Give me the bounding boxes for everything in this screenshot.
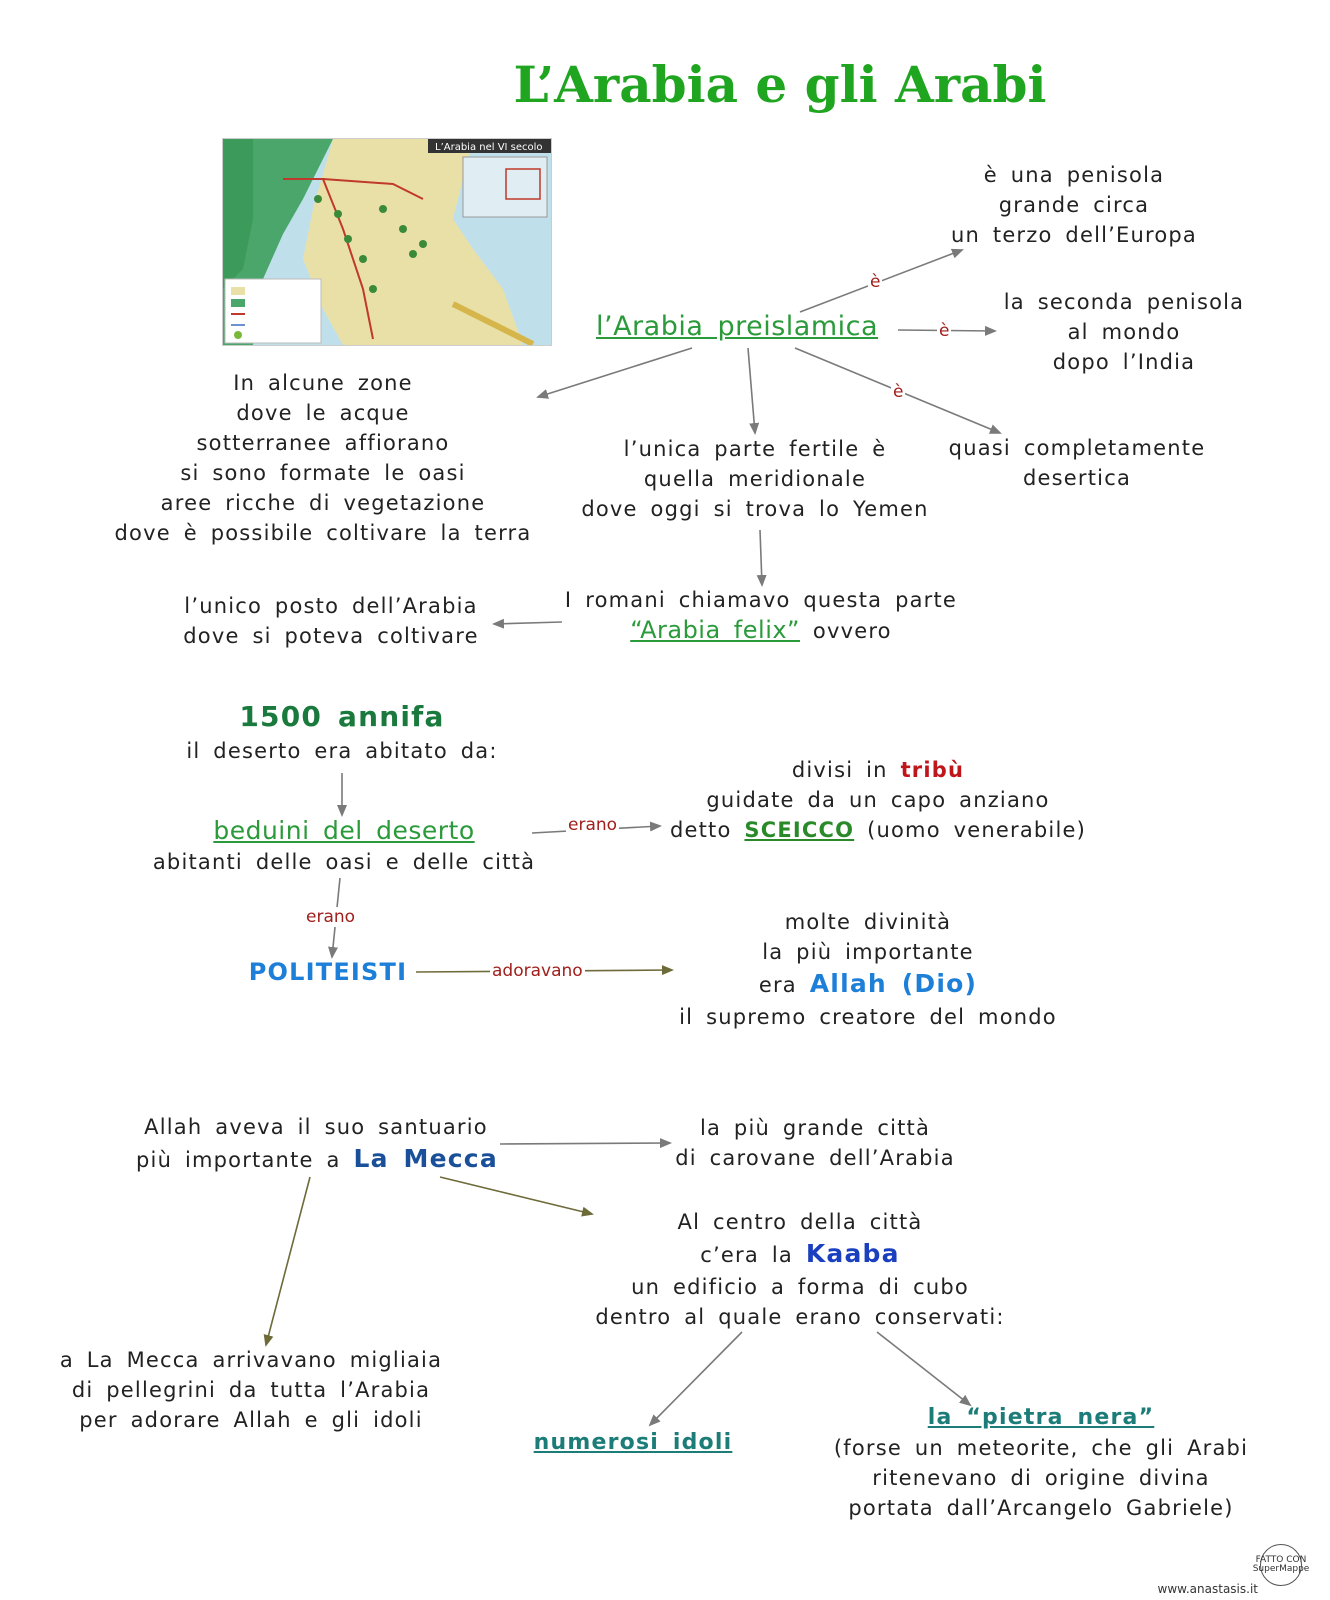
- pietra-nera-text: la “pietra nera”: [927, 1405, 1155, 1430]
- link-romani-unico: [494, 622, 562, 624]
- anni-fa-text: 1500 annifa: [239, 700, 445, 733]
- text-line: di carovane dell’Arabia: [675, 1146, 955, 1170]
- label-erano-1: erano: [568, 815, 618, 835]
- text-line: [590, 1237, 1010, 1272]
- text-line: ritenevano di origine divina: [872, 1466, 1210, 1490]
- node-desertica: [942, 433, 1212, 493]
- text-line: è una penisola: [983, 163, 1165, 187]
- cera-la-text: c’era la: [700, 1243, 793, 1267]
- text-line: il deserto era abitato da:: [186, 739, 498, 763]
- text-line: al mondo: [1067, 320, 1181, 344]
- text-line: l’unica parte fertile è: [623, 437, 887, 461]
- arabia-preislamica-text: l’Arabia preislamica: [596, 311, 879, 342]
- text-line: la più importante: [762, 940, 974, 964]
- label-e-2: è: [939, 321, 950, 341]
- beduini-text: beduini del deserto: [213, 816, 475, 845]
- text-line: guidate da un capo anziano: [706, 788, 1050, 812]
- node-divinita: [668, 907, 1068, 1032]
- label-erano-2: erano: [306, 907, 356, 927]
- node-beduini: [140, 815, 548, 877]
- link-preislamica-oasi: [538, 348, 692, 397]
- divisi-text: divisi in: [791, 758, 888, 782]
- uomo-venerabile-text: (uomo venerabile): [867, 818, 1087, 842]
- node-politeisti: [236, 957, 420, 988]
- text-line: molte divinità: [784, 910, 952, 934]
- piu-importante-text: più importante a: [136, 1148, 341, 1172]
- node-kaaba: [590, 1207, 1010, 1332]
- ovvero-text: ovvero: [812, 619, 892, 643]
- allah-text: Allah (Dio): [809, 969, 978, 998]
- label-e-3: è: [893, 382, 904, 402]
- node-seconda-penisola: [995, 287, 1253, 377]
- text-line: portata dall’Arcangelo Gabriele): [848, 1496, 1234, 1520]
- node-santuario: [136, 1112, 496, 1177]
- text-line: a La Mecca arrivavano migliaia: [59, 1348, 443, 1372]
- text-line: un edificio a forma di cubo: [631, 1275, 969, 1299]
- arabia-felix-text: “Arabia felix”: [630, 616, 800, 644]
- text-line: il supremo creatore del mondo: [679, 1005, 1057, 1029]
- la-mecca-text: La Mecca: [353, 1144, 498, 1173]
- badge-text: FATTO CON SuperMappe: [1252, 1555, 1310, 1574]
- link-mecca-citta: [500, 1143, 670, 1144]
- text-line: l’unico posto dell’Arabia: [184, 594, 478, 618]
- node-grande-citta: [670, 1113, 960, 1173]
- node-arabia-preislamica: [596, 312, 878, 343]
- text-line: sotterranee affiorano: [196, 431, 450, 455]
- node-1500-anni: [172, 698, 512, 766]
- text-line: quella meridionale: [643, 467, 867, 491]
- text-line: di pellegrini da tutta l’Arabia: [71, 1378, 431, 1402]
- era-text: era: [758, 973, 797, 997]
- link-mecca-pellegrini: [266, 1177, 310, 1345]
- text-line: [656, 755, 1100, 785]
- idoli-text: numerosi idoli: [533, 1430, 733, 1455]
- node-romani: [556, 585, 966, 646]
- text-line: dove le acque: [236, 401, 410, 425]
- link-fertile-romani: [760, 530, 762, 585]
- node-tribu: [656, 755, 1100, 845]
- text-line: la seconda penisola: [1003, 290, 1245, 314]
- label-e-1: è: [870, 272, 881, 292]
- node-penisola-terzo: [940, 160, 1208, 250]
- link-edificio-idoli: [650, 1332, 742, 1425]
- text-line: I romani chiamavo questa parte: [564, 588, 958, 612]
- node-pietra-nera: [826, 1403, 1256, 1523]
- text-line: la più grande città: [699, 1116, 931, 1140]
- text-line: dove si poteva coltivare: [183, 624, 479, 648]
- map-title: L’Arabia nel VI secolo: [435, 142, 543, 153]
- politeisti-text: POLITEISTI: [248, 958, 408, 986]
- supermappe-logo: [1252, 1544, 1310, 1586]
- text-line: aree ricche di vegetazione: [160, 491, 486, 515]
- text-line: In alcune zone: [233, 371, 413, 395]
- text-line: [668, 967, 1068, 1002]
- node-pellegrini: [56, 1345, 446, 1435]
- text-line: quasi completamente: [948, 436, 1206, 460]
- text-line: [136, 1142, 496, 1177]
- text-line: Allah aveva il suo santuario: [144, 1115, 488, 1139]
- text-line: si sono formate le oasi: [180, 461, 466, 485]
- text-line: dentro al quale erano conservati:: [595, 1305, 1005, 1329]
- node-oasi: [100, 368, 546, 548]
- text-line: un terzo dell’Europa: [950, 223, 1198, 247]
- page-title: L’Arabia e gli Arabi: [513, 55, 1047, 114]
- tribu-text: tribù: [900, 758, 965, 782]
- text-line: (forse un meteorite, che gli Arabi: [833, 1436, 1249, 1460]
- sceicco-text: SCEICCO: [744, 818, 855, 842]
- text-line: desertica: [1022, 466, 1132, 490]
- node-idoli: [530, 1427, 736, 1458]
- link-edificio-pietra: [877, 1332, 970, 1405]
- node-fertile: [574, 434, 936, 524]
- label-adoravano: adoravano: [492, 961, 583, 981]
- text-line: per adorare Allah e gli idoli: [79, 1408, 423, 1432]
- footer-website[interactable]: www.anastasis.it: [1157, 1582, 1258, 1596]
- link-mecca-kaaba: [440, 1177, 592, 1214]
- text-line: dove è possibile coltivare la terra: [114, 521, 532, 545]
- text-line: grande circa: [998, 193, 1150, 217]
- text-line: [656, 815, 1100, 845]
- kaaba-text: Kaaba: [805, 1239, 900, 1268]
- text-line: [556, 615, 966, 646]
- text-line: abitanti delle oasi e delle città: [152, 850, 536, 874]
- detto-text: detto: [669, 818, 732, 842]
- link-preislamica-fertile: [748, 348, 755, 433]
- text-line: Al centro della città: [677, 1210, 923, 1234]
- node-unico-posto: [168, 591, 494, 651]
- text-line: dove oggi si trova lo Yemen: [581, 497, 929, 521]
- text-line: dopo l’India: [1052, 350, 1196, 374]
